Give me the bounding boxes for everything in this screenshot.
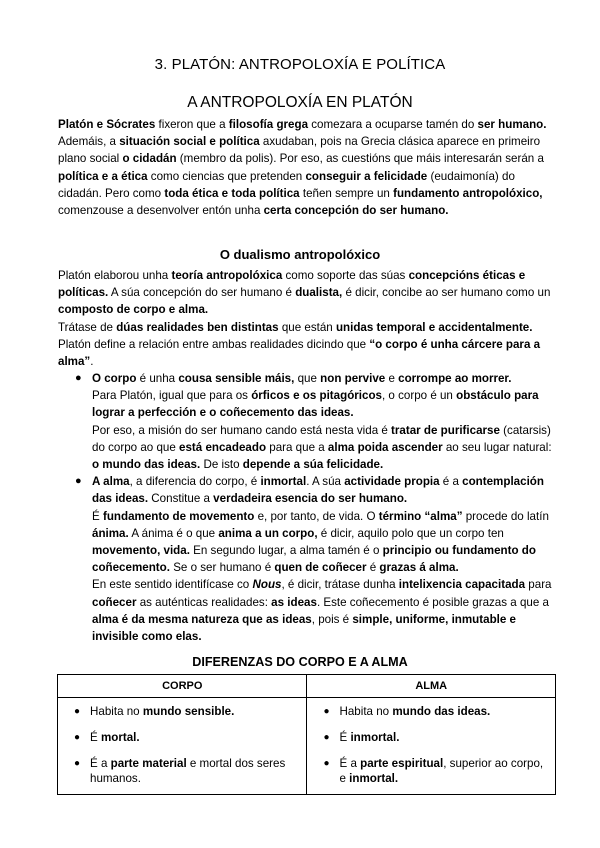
table-row bbox=[58, 698, 556, 795]
dualism-paragraph: Trátase de dúas realidades ben distintas que están unidas temporal e accidentalmente. bbox=[58, 320, 533, 334]
bullet-paragraph: Por eso, a misión do ser humano cando está nesta vida é tratar de purificarse (catarsis) do corpo ao que está encadeado para que a alma poida ascender ao seu lugar natural: o mundo das ideas. De isto depende a súa felicidade. bbox=[92, 423, 552, 472]
dualism-subheading: O dualismo antropolóxico bbox=[219, 247, 381, 262]
header-corpo: CORPO bbox=[58, 675, 307, 698]
corpo-item-text: É mortal. bbox=[90, 731, 140, 744]
header-alma: ALMA bbox=[307, 675, 556, 698]
corpo-item bbox=[68, 704, 296, 719]
alma-item-text: É inmortal. bbox=[339, 731, 400, 744]
dualism-paragraphs bbox=[58, 267, 558, 370]
corpo-item-text: Habita no mundo sensible. bbox=[90, 705, 235, 718]
corpo-item bbox=[68, 730, 296, 745]
bullet-icon: ● bbox=[323, 706, 330, 717]
bullet-icon: ● bbox=[74, 758, 81, 769]
bullet-icon: ● bbox=[74, 706, 81, 717]
alma-item-text: Habita no mundo das ideas. bbox=[339, 705, 491, 718]
bullet-paragraph: En este sentido identifícase co Nous, é dicir, trátase dunha intelixencia capacitada para coñecer as auténticas realidades: as ideas. Este coñecemento é posible grazas a que a alma é da mesma natureza que as ideas, pois é simple, uniforme, inmutable e invisible como elas. bbox=[92, 578, 552, 644]
alma-item bbox=[317, 730, 545, 745]
intro-text: Platón e Sócrates fixeron que a filosofía grega comezara a ocuparse tamén do ser humano. Ademáis, a situación social e política axudaban, pois na Grecia clásica aparece en primeiro plano social o cidadán (membro da polis). Por eso, as cuestións que máis interesarán serán a política e a ética como ciencias que pretenden conseguir a felicidade (eudaimonía) do cidadán. Pero como toda ética e toda política teñen sempre un fundamento antropolóxico, comenzouse a desenvolver entón unha certa concepción do ser humano. bbox=[58, 118, 547, 218]
bullet-icon: ● bbox=[323, 758, 330, 769]
intro-paragraph bbox=[58, 116, 558, 219]
corpo-item bbox=[68, 756, 296, 786]
corpo-cell bbox=[58, 698, 307, 795]
section-title: A ANTROPOLOXÍA EN PLATÓN bbox=[187, 94, 413, 111]
bullet-icon: ● bbox=[75, 475, 82, 488]
alma-cell bbox=[307, 698, 556, 795]
bullet-paragraph: A alma, a diferencia do corpo, é inmortal. A súa actividade propia é a contemplación das ideas. Constitue a verdadeira esencia do ser humano. bbox=[92, 475, 544, 506]
corpo-item-text: É a parte material e mortal dos seres humanos. bbox=[90, 757, 286, 785]
bullet-icon: ● bbox=[75, 372, 82, 384]
bullet-paragraph: É fundamento de movemento e, por tanto, de vida. O término “alma” procede do latín ánima. A ánima é o que anima a un corpo, é dicir, aquilo polo que un corpo ten movemento, vida. En segundo lugar, a alma tamén é o principio ou fundamento do coñecemento. Se o ser humano é quen de coñecer é grazas á alma. bbox=[92, 509, 549, 575]
bullet-paragraph: Para Platón, igual que para os órficos e os pitagóricos, o corpo é un obstáculo para lograr a perfección e o coñecemento das ideas. bbox=[92, 389, 539, 420]
bullet-icon: ● bbox=[323, 732, 330, 743]
dualism-paragraph: Platón elaborou unha teoría antropolóxica como soporte das súas concepcións éticas e políticas. A súa concepción do ser humano é dualista, é dicir, concibe ao ser humano como un composto de corpo e alma. bbox=[58, 269, 551, 317]
comparison-table bbox=[57, 674, 556, 795]
dualism-paragraph: Platón define a relación entre ambas realidades dicindo que “o corpo é unha cárcere para a alma”. bbox=[58, 337, 541, 369]
body-soul-list bbox=[73, 370, 558, 645]
table-title: DIFERENZAS DO CORPO E A ALMA bbox=[192, 655, 408, 669]
bullet-paragraph: O corpo é unha cousa sensible máis, que non pervive e corrompe ao morrer. bbox=[92, 372, 512, 385]
alma-item-text: É a parte espiritual, superior ao corpo, e inmortal. bbox=[339, 757, 544, 785]
alma-item bbox=[317, 756, 545, 786]
table-header-row bbox=[58, 675, 556, 698]
bullet-icon: ● bbox=[74, 732, 81, 743]
body-bullet bbox=[73, 370, 558, 473]
main-title: 3. PLATÓN: ANTROPOLOXÍA E POLÍTICA bbox=[154, 56, 446, 73]
alma-item bbox=[317, 704, 545, 719]
soul-bullet bbox=[73, 473, 558, 645]
